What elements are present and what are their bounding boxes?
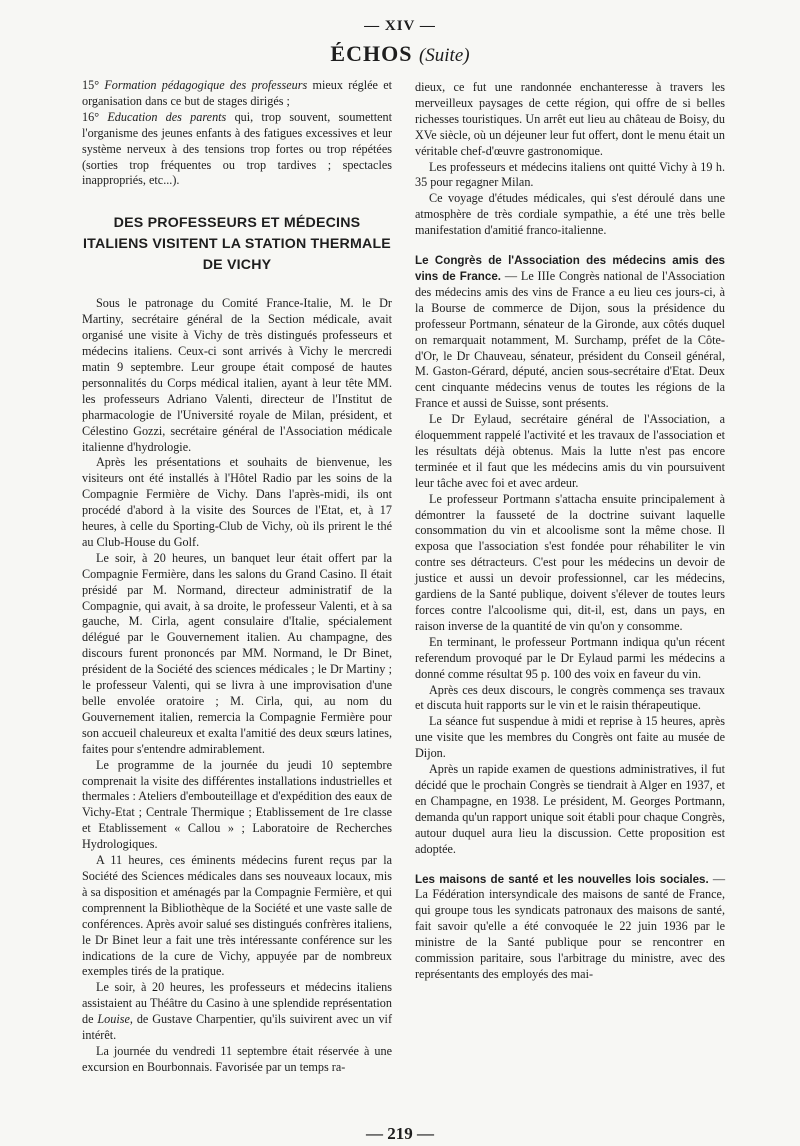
opera-title: Louise <box>97 1012 130 1027</box>
paragraph: Les professeurs et médecins italiens ont quitté Vichy à 19 h. 35 pour regagner Milan. <box>415 159 725 190</box>
paragraph: La séance fut suspendue à midi et reprise à 15 heures, après une visite que les membres du Congrès ont faite au musée de Dijon. <box>415 714 725 761</box>
paragraph: Le soir, à 20 heures, un banquet leur était offert par la Compagnie Fermière, dans les salons du Grand Casino. Il était présidé par M. Normand, directeur administratif de la Compagnie, qui avait, à sa droite, le professeur Valenti, et à sa gauche, M. Cirla, agent consulaire d'Italie, spécialement délégué par le Gouvernement italien. Au champagne, des discours furent prononcés par MM. Normand, le Dr Binet, président de la Société des sciences médicales ; le Dr Martiny ; le professeur Valenti, qui se livra à une improvisation d'une belle envolée oratoire ; M. Cirla, qui, au nom du Gouvernement italien, remercia la Compagnie Fermière pour son accueil chaleureux et exalta l'amitié des deux sœurs latines, faites pour s'entendre admirablement. <box>82 550 392 756</box>
page-title-suffix: (Suite) <box>418 45 470 66</box>
paragraph-continuation: dieux, ce fut une randonnée enchanteresse à travers les merveilleux paysages de cette région, qui offre de si belles richesses touristiques. Un arrêt eut lieu au château de Boisy, du XVe siècle, où un déjeuner leur fut offert, dont le menu était un véritable chef-d'œuvre gastronomique. <box>415 80 725 158</box>
page-header <box>0 18 800 67</box>
right-column <box>415 80 725 983</box>
paragraph-louise <box>82 980 392 1044</box>
paragraph: Le programme de la journée du jeudi 10 septembre comprenait la visite des différentes installations industrielles et thermales : Ateliers d'embouteillage et d'expédition des eaux de Vichy-Etat ; Centrale Thermique ; Etablissement de 1re classe et Etablissement « Callou » ; Laboratoire de Recherches Hydrologiques. <box>82 757 392 852</box>
paragraph: Le Dr Eylaud, secrétaire général de l'Association, a éloquemment rappelé l'activité et les travaux de l'association et les résultats déjà obtenus. Mais la lutte n'est pas encore terminée et il faut que les médecins amis du vin poursuivent leur tâche avec foi et avec ardeur. <box>415 412 725 490</box>
paragraph-text: Le soir, à 20 heures, les professeurs et médecins italiens assistaient au Théâtre du Casino à une splendide représentation de <box>82 980 392 1027</box>
article-maisons <box>415 872 725 983</box>
page-title-main: ÉCHOS <box>330 41 413 66</box>
page-title <box>0 41 800 67</box>
paragraph: Ce voyage d'études médicales, qui s'est déroulé dans une atmosphère de très cordiale sympathie, a été une très belle manifestation d'amitié franco-italienne. <box>415 191 725 238</box>
item-number: 16° <box>82 109 100 124</box>
item-number: 15° <box>82 78 100 92</box>
item-title: Formation pédagogique des professeurs <box>104 78 308 92</box>
article-heading: Le Congrès de l'Association des médecins amis des vins de France. <box>415 254 725 283</box>
article-text: — Le IIIe Congrès national de l'Association des médecins amis des vins de France a eu lieu ces jours-ci, à la Bourse de commerce de Dijon, sous la présidence du professeur Portmann, sénateur de la Gironde, aux côtés duquel on remarquait notamment, M. Surchamp, préfet de la Côte-d'Or, le Dr Chauveau, sénateur, président du Conseil général, M. Gaston-Gérard, député, ancien sous-secrétaire d'Etat. Deux cent cinquante médecins venus de toutes les régions de la France et aussi de Suisse, sont présents. <box>415 268 726 411</box>
list-item-16 <box>82 110 392 190</box>
paragraph: Le professeur Portmann s'attacha ensuite principalement à démontrer la fausseté de la doctrine suivant laquelle consommation du vin et alcoolisme sont la même chose. Il exposa que l'association s'est fondée pour réhabiliter le vin contre ses détracteurs. C'est pour les médecins un devoir de justice et aussi un devoir professionnel, car les médecins, gardiens de la Santé publique, doivent s'élever de toutes leurs forces contre l'alcoolisme qui, dit-il, est, dans un pays, en raison inverse de la quantité de vin qu'on y consomme. <box>415 491 725 633</box>
page-number: — 219 — <box>366 1124 434 1143</box>
paragraph-text: , de Gustave Charpentier, qu'ils suivirent avec un vif intérêt. <box>82 1012 393 1043</box>
article-heading: Les maisons de santé et les nouvelles lois sociales. <box>415 872 709 886</box>
page-roman-numeral: — XIV — <box>364 18 436 34</box>
article-congres <box>415 253 725 412</box>
paragraph: Sous le patronage du Comité France-Italie, M. le Dr Martiny, secrétaire général de la Section médicale, avait organisé une visite à Vichy de très distingués professeurs et médecins italiens. Ceux-ci sont arrivés à Vichy le mercredi matin 9 septembre. Leur groupe était composé de hautes personnalités du Corps médical italien, ayant à leur tête MM. les professeurs Adriano Valenti, directeur de l'Institut de pharmacologie de l'Université royale de Milan, président, et Célestino Gozzi, secrétaire général de l'Association médicale italienne d'hydrologie. <box>82 296 392 454</box>
item-title: Education des parents <box>107 109 227 124</box>
item-text: mieux réglée et organisation dans ce but de stages dirigés ; <box>82 78 393 108</box>
left-column <box>82 78 392 1076</box>
paragraph: En terminant, le professeur Portmann indiqua qu'un récent referendum provoqué par le Dr Eylaud parmi les médecins a donné comme résultat 95 p. 100 des voix en faveur du vin. <box>415 634 725 681</box>
paragraph: Après ces deux discours, le congrès commença ses travaux et discuta huit rapports sur le vin et le raisin thérapeutique. <box>415 682 725 713</box>
paragraph: A 11 heures, ces éminents médecins furent reçus par la Société des Sciences médicales dans ses nouveaux locaux, mis à sa disposition et aménagés par la Compagnie Fermière, et qui comprennent la Bibliothèque de la Société et une vaste salle de conférences. Après avoir salué ses distingués confrères italiens, le Dr Binet leur a fait une très intéressante conférence sur les indications de la cure de Vichy, appuyée par de nombreux exemples tirés de la pratique. <box>82 853 392 979</box>
article-text: — La Fédération intersyndicale des maisons de santé de France, qui groupe tous les syndicats patronaux des maisons de santé, fait savoir qu'elle a été convoquée le 22 juin 1936 par le ministre de la Santé publique pour se rencontrer en commission paritaire, sous l'arbitrage du ministre, avec des représentants des employés des mai- <box>415 871 726 981</box>
paragraph: Après un rapide examen de questions administratives, il fut décidé que le prochain Congrès se tiendrait à Alger en 1937, et en Champagne, en 1938. Le président, M. Georges Portmann, demanda qu'un rapport unique soit établi pour chaque Congrès, autour duquel aura lieu la discussion. Cette proposition est adoptée. <box>415 762 725 856</box>
list-item-15 <box>82 78 392 110</box>
section-heading-vichy: DES PROFESSEURS ET MÉDECINS ITALIENS VISITENT LA STATION THERMALE DE VICHY <box>83 215 391 274</box>
paragraph: La journée du vendredi 11 septembre était réservée à une excursion en Bourbonnais. Favorisée par un temps ra- <box>82 1043 392 1074</box>
item-text: qui, trop souvent, soumettent l'organisme des jeunes enfants à des fatigues excessives et leur système nerveux à des tensions trop fortes ou trop répétées (sorties trop fréquentes ou trop tardives ; spectacles inappropriés, etc...). <box>82 109 393 188</box>
paragraph: Après les présentations et souhaits de bienvenue, les visiteurs ont été installés à l'Hôtel Radio par les soins de la Compagnie Fermière de Vichy. Dans l'après-midi, ils ont procédé d'abord à la visite des Sources de l'Etat, et, à 17 heures, à celle du Sporting-Club de Vichy, où ils prirent le thé au Club-House du Golf. <box>82 455 392 549</box>
